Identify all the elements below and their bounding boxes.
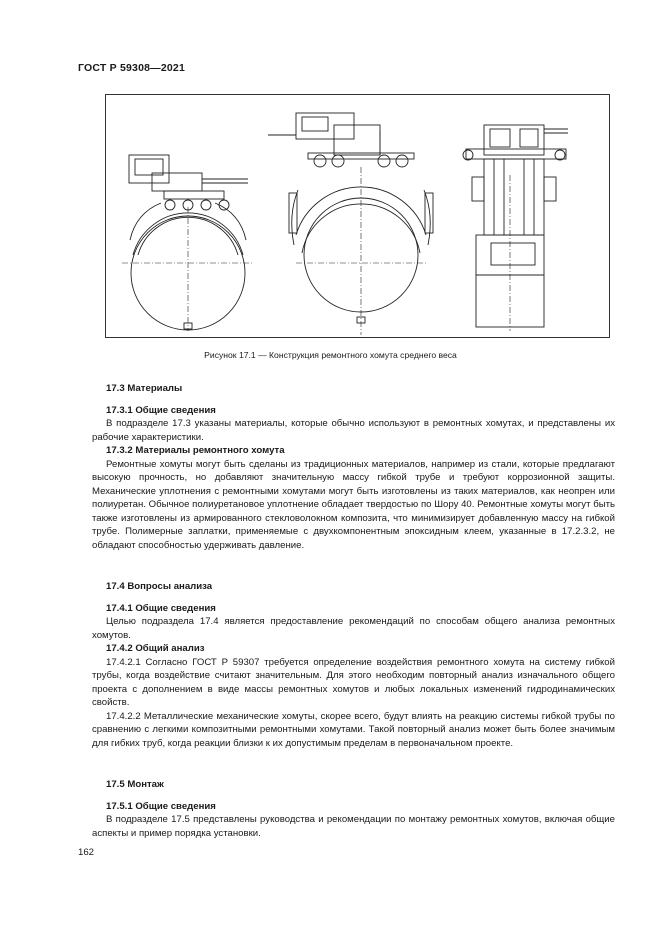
paragraph-17-4-1: Целью подраздела 17.4 является предоставление рекомендаций по способам общего анализа ремонтных хомутов. bbox=[92, 616, 615, 641]
paragraph-17-3-2: Ремонтные хомуты могут быть сделаны из традиционных материалов, например из стали, которые предлагают высокую прочность, но добавляют значительную массу гибкой трубе и требуют коррозионной защиты. Механические уплотнения с ремонтными хомутами могут быть изготовлены из таких материалов, как неопрен или полиуретан. Обычное полиуретановое уплотнение обладает твердостью по Шору 40. Ремонтные хомуты могут быть также изготовлены из армированного стекловолокном композита, что минимизирует добавленную массу на гибкой трубе. Полимерные заплатки, применяемые с двухкомпонентным эпоксидным клеем, указанные в 17.2.3.2, не обладают способностью удерживать давление. bbox=[92, 458, 615, 551]
heading-17-3: 17.3 Материалы bbox=[106, 383, 183, 394]
repair-clamp-drawing bbox=[106, 95, 611, 339]
heading-17-4-2: 17.4.2 Общий анализ bbox=[106, 643, 205, 654]
figure-caption: Рисунок 17.1 — Конструкция ремонтного хомута среднего веса bbox=[204, 350, 457, 360]
heading-17-4-1: 17.4.1 Общие сведения bbox=[106, 602, 216, 614]
clamp-view-center bbox=[268, 113, 433, 335]
figure-frame bbox=[105, 94, 610, 338]
clamp-view-right bbox=[463, 125, 568, 331]
heading-17-3-1: 17.3.1 Общие сведения bbox=[106, 404, 216, 416]
paragraph-17-3-1: В подразделе 17.3 указаны материалы, которые обычно используют в ремонтных хомутах, и представлены их рабочие характеристики. bbox=[92, 418, 615, 443]
heading-17-5-1: 17.5.1 Общие сведения bbox=[106, 800, 216, 812]
heading-17-3-2: 17.3.2 Материалы ремонтного хомута bbox=[106, 445, 285, 456]
paragraph-17-4-2-1: 17.4.2.1 Согласно ГОСТ Р 59307 требуется определение воздействия ремонтного хомута на систему гибкой трубы, когда воздействие считают значительным. Для этого необходим повторный анализ изначального общего проекта с дополнением в виде массы ремонтных хомутов и любых локальных изменений гидродинамических свойств. bbox=[92, 656, 615, 708]
paragraph-17-5-1: В подразделе 17.5 представлены руководства и рекомендации по монтажу ремонтных хомутов, включая общие аспекты и пример порядка установки. bbox=[92, 814, 615, 839]
page-number: 162 bbox=[78, 847, 95, 858]
document-header: ГОСТ Р 59308—2021 bbox=[78, 62, 186, 74]
section-17-4 bbox=[92, 580, 615, 750]
section-17-3 bbox=[92, 382, 615, 552]
paragraph-17-4-2-2: 17.4.2.2 Металлические механические хомуты, скорее всего, будут влиять на реакцию системы гибкой трубы по сравнению с легкими композитными ремонтными хомутами. Такой повторный анализ может быть более значимым для гибких труб, когда реакции близки к их допустимым пределам в первоначальном проекте. bbox=[92, 710, 615, 749]
clamp-view-left bbox=[122, 155, 254, 331]
section-17-5 bbox=[92, 778, 615, 840]
heading-17-4: 17.4 Вопросы анализа bbox=[106, 581, 213, 592]
heading-17-5: 17.5 Монтаж bbox=[106, 779, 164, 790]
